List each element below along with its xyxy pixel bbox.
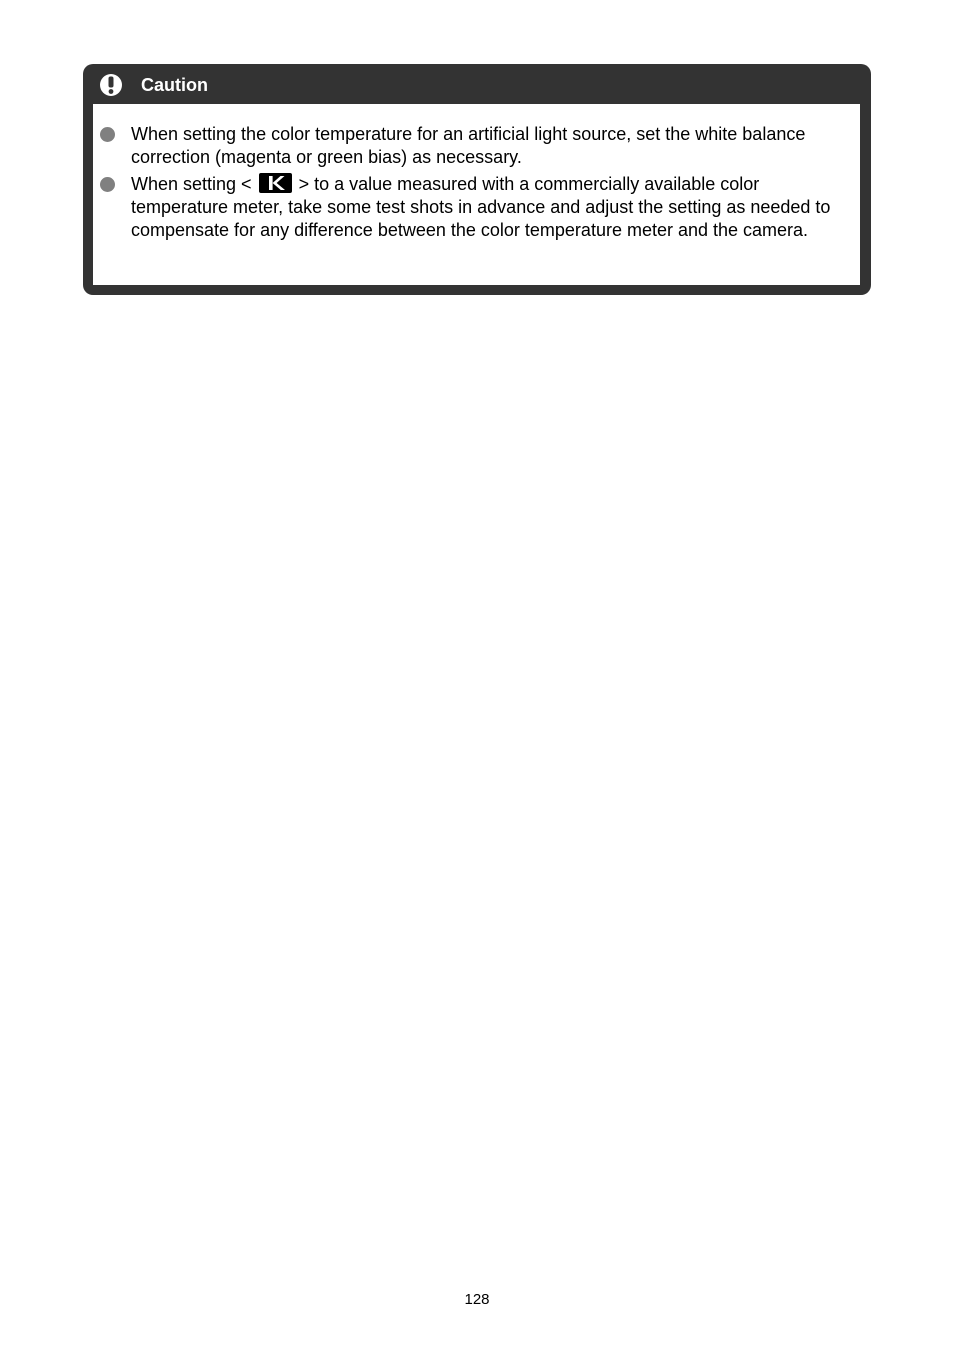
caution-body <box>93 104 860 285</box>
caution-title: Caution <box>141 75 208 95</box>
caution-list <box>93 123 860 246</box>
caution-item-text-after: > to a value measured with a commercially available color temperature meter, take some test shots in advance and adjust the setting as needed to compensate for any difference between the color temperature meter and the camera. <box>131 174 831 240</box>
bullet-icon <box>100 177 115 192</box>
k-color-temperature-icon <box>259 173 292 193</box>
page-number: 128 <box>464 1291 490 1308</box>
bullet-icon <box>100 127 115 142</box>
caution-box <box>83 64 871 295</box>
caution-item <box>93 123 860 169</box>
caution-item <box>93 173 860 242</box>
caution-item-text-before: When setting < <box>131 174 257 194</box>
caution-item-text: When setting the color temperature for an artificial light source, set the white balance correction (magenta or green bias) as necessary. <box>131 124 806 167</box>
caution-header <box>83 64 871 104</box>
exclamation-icon <box>99 73 123 97</box>
